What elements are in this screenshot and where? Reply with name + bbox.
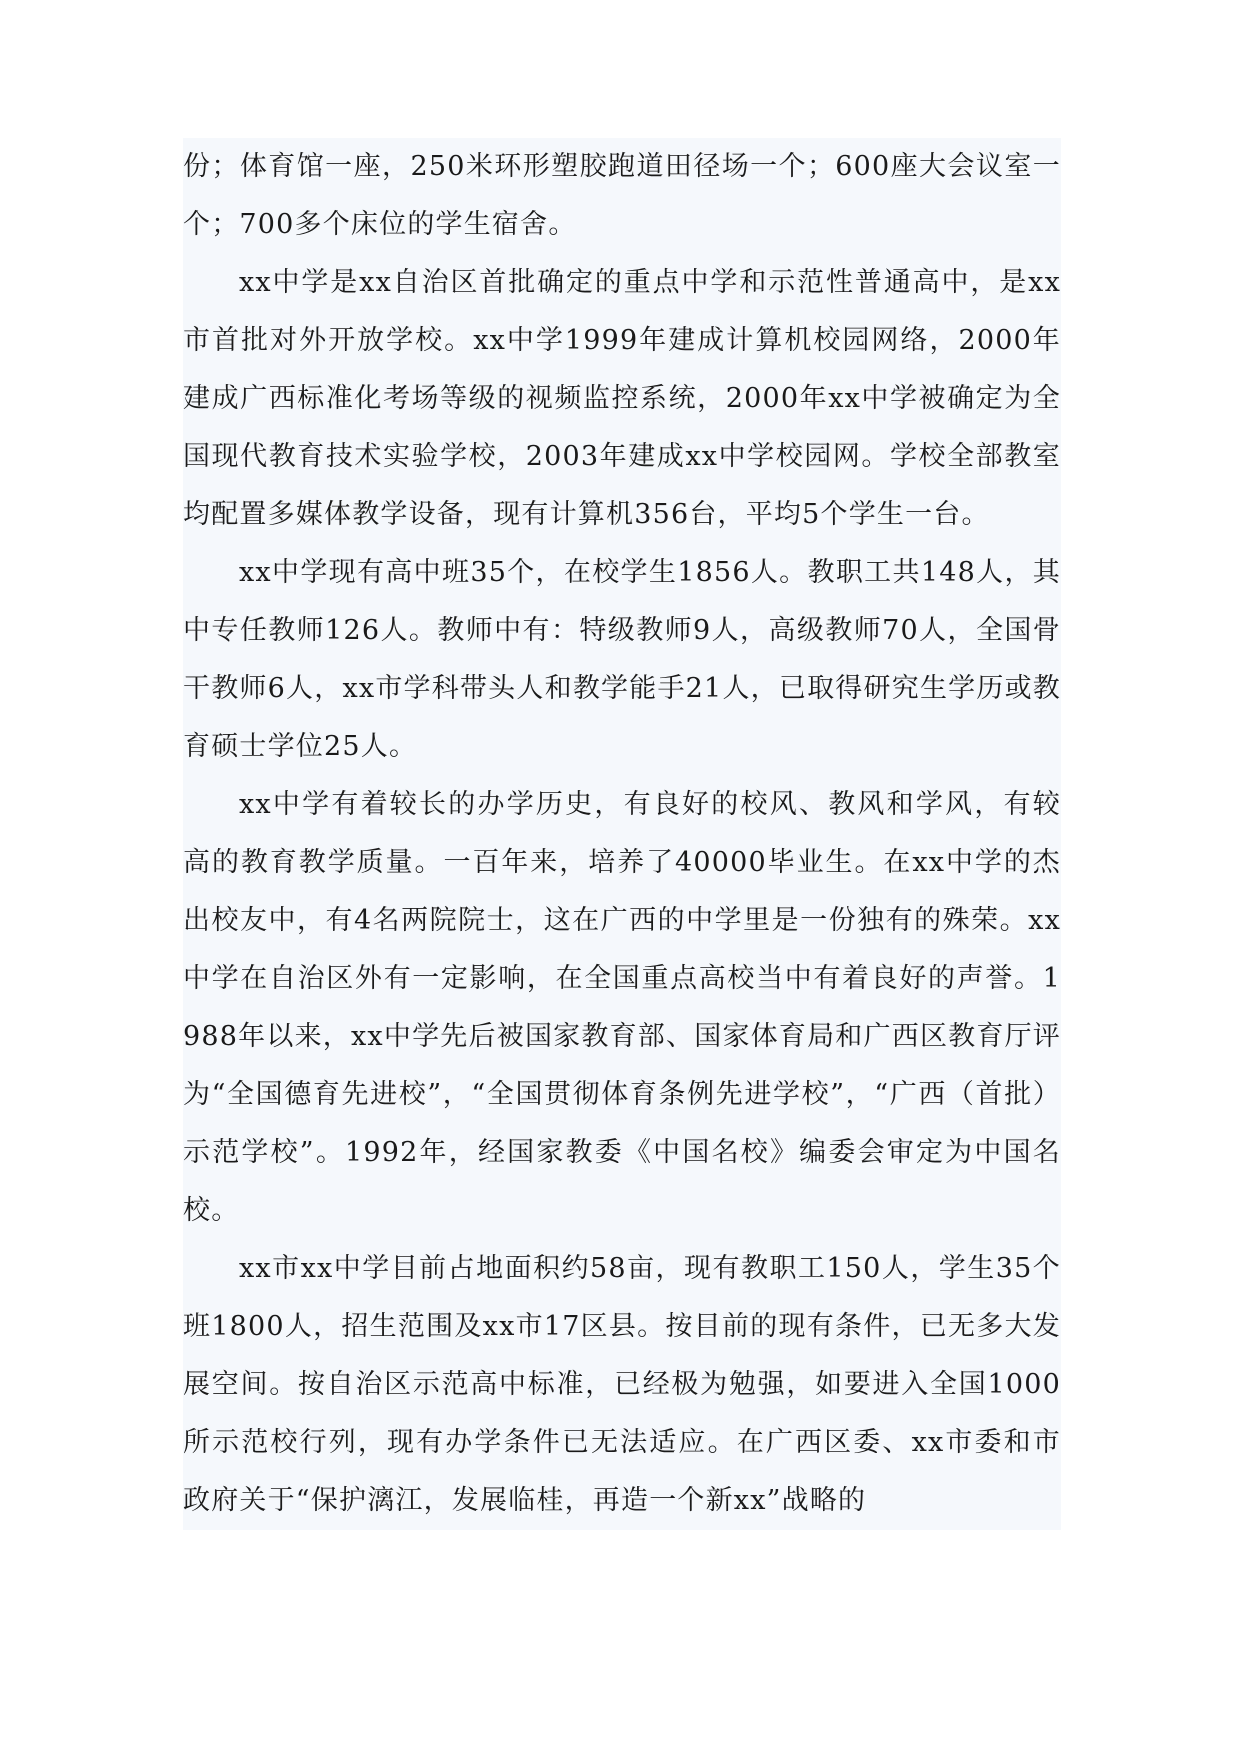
document-body — [183, 138, 1061, 1530]
paragraph-2: xx中学是xx自治区首批确定的重点中学和示范性普通高中，是xx市首批对外开放学校。xx中学1999年建成计算机校园网络，2000年建成广西标准化考场等级的视频监控系统，2000年xx中学被确定为全国现代教育技术实验学校，2003年建成xx中学校园网。学校全部教室均配置多媒体教学设备，现有计算机356台，平均5个学生一台。 — [183, 267, 1062, 530]
paragraph-4: xx中学有着较长的办学历史，有良好的校风、教风和学风，有较高的教育教学质量。一百年来，培养了40000毕业生。在xx中学的杰出校友中，有4名两院院士，这在广西的中学里是一份独有的殊荣。xx中学在自治区外有一定影响，在全国重点高校当中有着良好的声誉。1988年以来，xx中学先后被国家教育部、国家体育局和广西区教育厅评为“全国德育先进校”，“全国贯彻体育条例先进学校”，“广西（首批）示范学校”。1992年，经国家教委《中国名校》编委会审定为中国名校。 — [183, 789, 1061, 1226]
paragraph-3: xx中学现有高中班35个，在校学生1856人。教职工共148人，其中专任教师126人。教师中有：特级教师9人，高级教师70人，全国骨干教师6人，xx市学科带头人和教学能手21人，已取得研究生学历或教育硕士学位25人。 — [183, 557, 1061, 762]
paragraph-5: xx市xx中学目前占地面积约58亩，现有教职工150人，学生35个班1800人，招生范围及xx市17区县。按目前的现有条件，已无多大发展空间。按自治区示范高中标准，已经极为勉强，如要进入全国1000所示范校行列，现有办学条件已无法适应。在广西区委、xx市委和市政府关于“保护漓江，发展临桂，再造一个新xx”战略的 — [183, 1253, 1061, 1516]
paragraph-1: 份；体育馆一座，250米环形塑胶跑道田径场一个；600座大会议室一个；700多个床位的学生宿舍。 — [183, 151, 1061, 240]
